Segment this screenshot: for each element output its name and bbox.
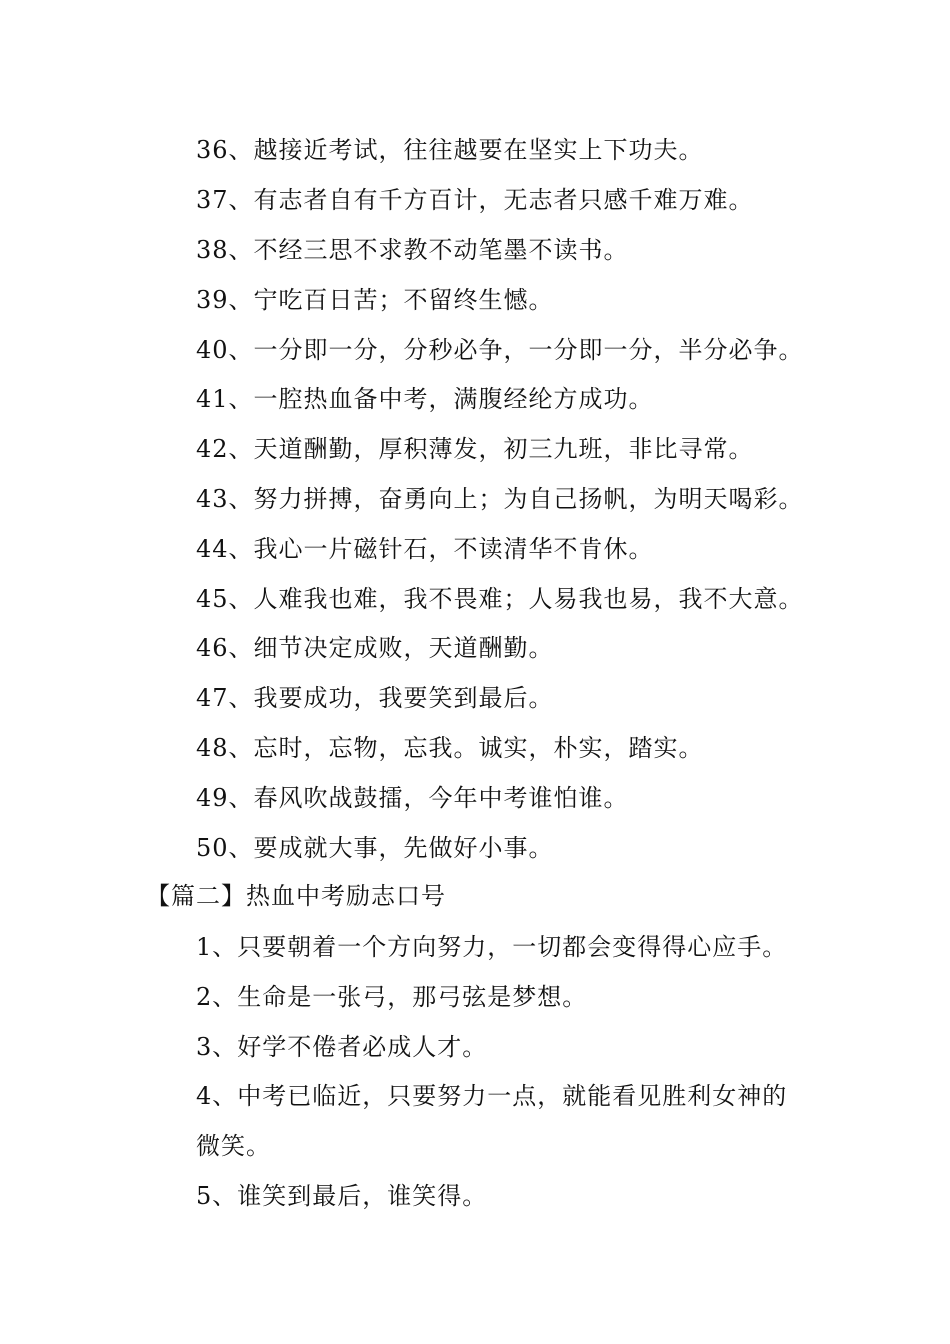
list-item: 37、有志者自有千方百计，无志者只感千难万难。 (196, 186, 754, 214)
list-item: 46、细节决定成败，天道酬勤。 (196, 634, 554, 662)
list-item: 38、不经三思不求教不动笔墨不读书。 (196, 236, 629, 264)
list-item: 4、中考已临近，只要努力一点，就能看见胜利女神的 (196, 1082, 788, 1110)
list-item: 5、谁笑到最后，谁笑得。 (196, 1182, 488, 1210)
list-item: 1、只要朝着一个方向努力，一切都会变得得心应手。 (196, 933, 788, 961)
list-item: 40、一分即一分，分秒必争，一分即一分，半分必争。 (196, 336, 804, 364)
list-item: 48、忘时，忘物，忘我。诚实，朴实，踏实。 (196, 734, 704, 762)
list-item: 43、努力拼搏，奋勇向上；为自己扬帆，为明天喝彩。 (196, 485, 804, 513)
list-item: 44、我心一片磁针石，不读清华不肯休。 (196, 535, 654, 563)
list-item-continuation: 微笑。 (196, 1132, 271, 1160)
list-item: 36、越接近考试，往往越要在坚实上下功夫。 (196, 136, 704, 164)
list-item: 45、人难我也难，我不畏难；人易我也易，我不大意。 (196, 585, 804, 613)
list-item: 47、我要成功，我要笑到最后。 (196, 684, 554, 712)
list-item: 41、一腔热血备中考，满腹经纶方成功。 (196, 385, 654, 413)
list-item: 50、要成就大事，先做好小事。 (196, 834, 554, 862)
list-item: 49、春风吹战鼓擂，今年中考谁怕谁。 (196, 784, 629, 812)
section-heading: 【篇二】热血中考励志口号 (146, 882, 446, 910)
list-item: 2、生命是一张弓，那弓弦是梦想。 (196, 983, 588, 1011)
list-item: 3、好学不倦者必成人才。 (196, 1033, 488, 1061)
list-item: 39、宁吃百日苦；不留终生憾。 (196, 286, 554, 314)
list-item: 42、天道酬勤，厚积薄发，初三九班，非比寻常。 (196, 435, 754, 463)
